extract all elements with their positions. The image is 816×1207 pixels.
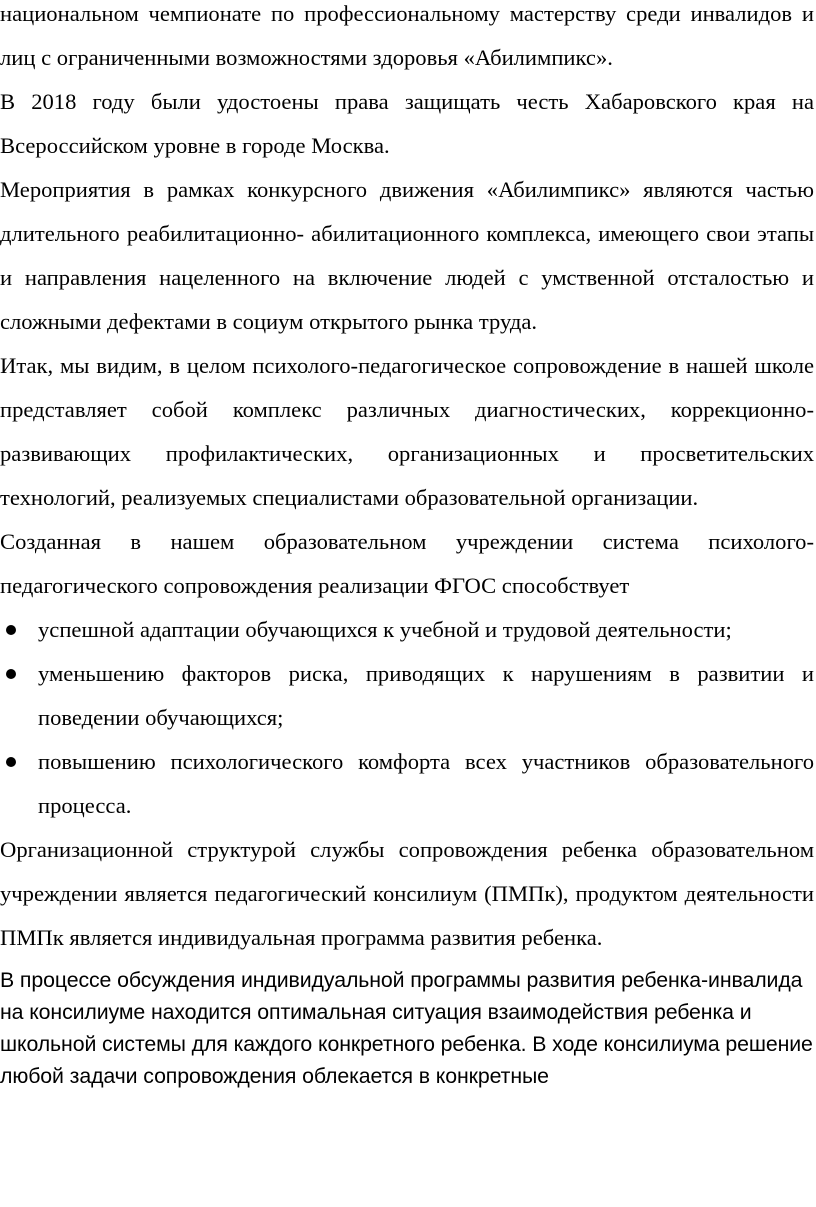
paragraph-fgos-system: Созданная в нашем образовательном учреждении система психолого-педагогического сопровождения реализации ФГОС способствует: [0, 529, 814, 598]
bullet-icon: [6, 669, 16, 679]
list-item: [0, 608, 814, 652]
list-item: [0, 652, 814, 740]
bullet-list: [0, 608, 814, 828]
paragraph-consilium-process: В процессе обсуждения индивидуальной программы развития ребенка-инвалида на консилиуме находится оптимальная ситуация взаимодействия ребенка и школьной системы для каждого конкретного ребенка. В ходе консилиума решение любой задачи сопровождения облекается в конкретные: [0, 968, 813, 1088]
list-item-text: уменьшению факторов риска, приводящих к нарушениям в развитии и поведении обучающихся;: [38, 661, 814, 730]
paragraph-moscow-2018: В 2018 году были удостоены права защищать честь Хабаровского края на Всероссийском уровне в городе Москва.: [0, 89, 814, 158]
paragraph-psych-support-summary: Итак, мы видим, в целом психолого-педагогическое сопровождение в нашей школе представляет собой комплекс различных диагностических, коррекционно-развивающих профилактических, организационных и просветительских технологий, реализуемых специалистами образовательной организации.: [0, 353, 814, 510]
paragraph-events-rehabilitation: Мероприятия в рамках конкурсного движения «Абилимпикс» являются частью длительного реабилитационно- абилитационного комплекса, имеющего свои этапы и направления нацеленного на включение людей с умственной отсталостью и сложными дефектами в социум открытого рынка труда.: [0, 177, 814, 334]
list-item-text: повышению психологического комфорта всех участников образовательного процесса.: [38, 749, 814, 818]
bullet-icon: [6, 757, 16, 767]
bullet-icon: [6, 625, 16, 635]
paragraph-pmpk-structure: Организационной структурой службы сопровождения ребенка образовательном учреждении является педагогический консилиум (ПМПк), продуктом деятельности ПМПк является индивидуальная программа развития ребенка.: [0, 837, 814, 950]
paragraph-abilympics-championship: национальном чемпионате по профессиональному мастерству среди инвалидов и лиц с ограниченными возможностями здоровья «Абилимпикс».: [0, 1, 814, 70]
list-item-text: успешной адаптации обучающихся к учебной и трудовой деятельности;: [38, 617, 732, 642]
list-item: [0, 740, 814, 828]
